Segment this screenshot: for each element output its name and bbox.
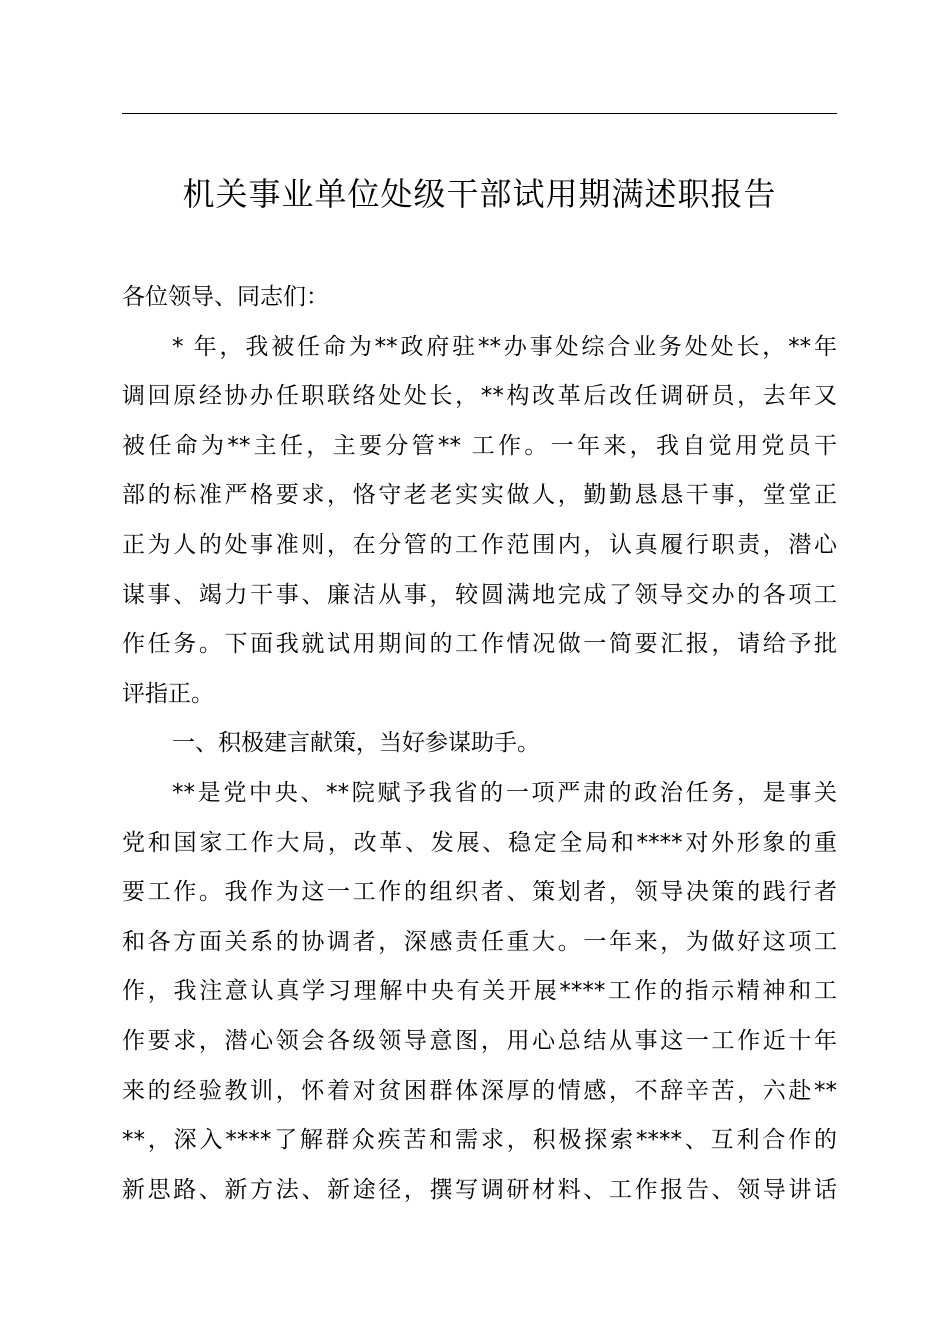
document-title: 机关事业单位处级干部试用期满述职报告 xyxy=(182,175,777,213)
salutation: 各位领导、同志们： xyxy=(122,284,329,310)
paragraph-line: 被任命为**主任，主要分管** 工作。一年来，我自觉用党员干 xyxy=(122,432,837,459)
section-heading: 一、积极建言献策，当好参谋助手。 xyxy=(172,730,540,757)
paragraph-line: 新思路、新方法、新途径，撰写调研材料、工作报告、领导讲话 xyxy=(122,1176,837,1203)
paragraph-line: **，深入****了解群众疾苦和需求，积极探索****、互利合作的 xyxy=(122,1127,837,1154)
paragraph-line: **是党中央、**院赋予我省的一项严肃的政治任务，是事关 xyxy=(172,779,837,806)
paragraph-line: 作要求，潜心领会各级领导意图，用心总结从事这一工作近十年 xyxy=(122,1027,837,1054)
document-body xyxy=(122,273,837,1215)
paragraph-line: 要工作。我作为这一工作的组织者、策划者，领导决策的践行者 xyxy=(122,879,837,906)
paragraph-line: 作，我注意认真学习理解中央有关开展****工作的指示精神和工 xyxy=(122,978,837,1005)
header-rule xyxy=(122,113,837,114)
paragraph-line: 来的经验教训，怀着对贫困群体深厚的情感，不辞辛苦，六赴** xyxy=(122,1077,837,1104)
paragraph-line: 谋事、竭力干事、廉洁从事，较圆满地完成了领导交办的各项工 xyxy=(122,581,837,608)
paragraph-line: 调回原经协办任职联络处处长，**构改革后改任调研员，去年又 xyxy=(122,383,837,410)
paragraph-line: 部的标准严格要求，恪守老老实实做人，勤勤恳恳干事，堂堂正 xyxy=(122,482,837,509)
paragraph-line: 正为人的处事准则，在分管的工作范围内，认真履行职责，潜心 xyxy=(122,531,837,558)
paragraph-line: * 年，我被任命为**政府驻**办事处综合业务处处长，**年 xyxy=(172,333,837,360)
paragraph-line: 和各方面关系的协调者，深感责任重大。一年来，为做好这项工 xyxy=(122,928,837,955)
paragraph-line: 作任务。下面我就试用期间的工作情况做一简要汇报，请给予批 xyxy=(122,631,837,658)
paragraph-line: 党和国家工作大局，改革、发展、稳定全局和****对外形象的重 xyxy=(122,829,837,856)
paragraph-line: 评指正。 xyxy=(122,680,214,707)
